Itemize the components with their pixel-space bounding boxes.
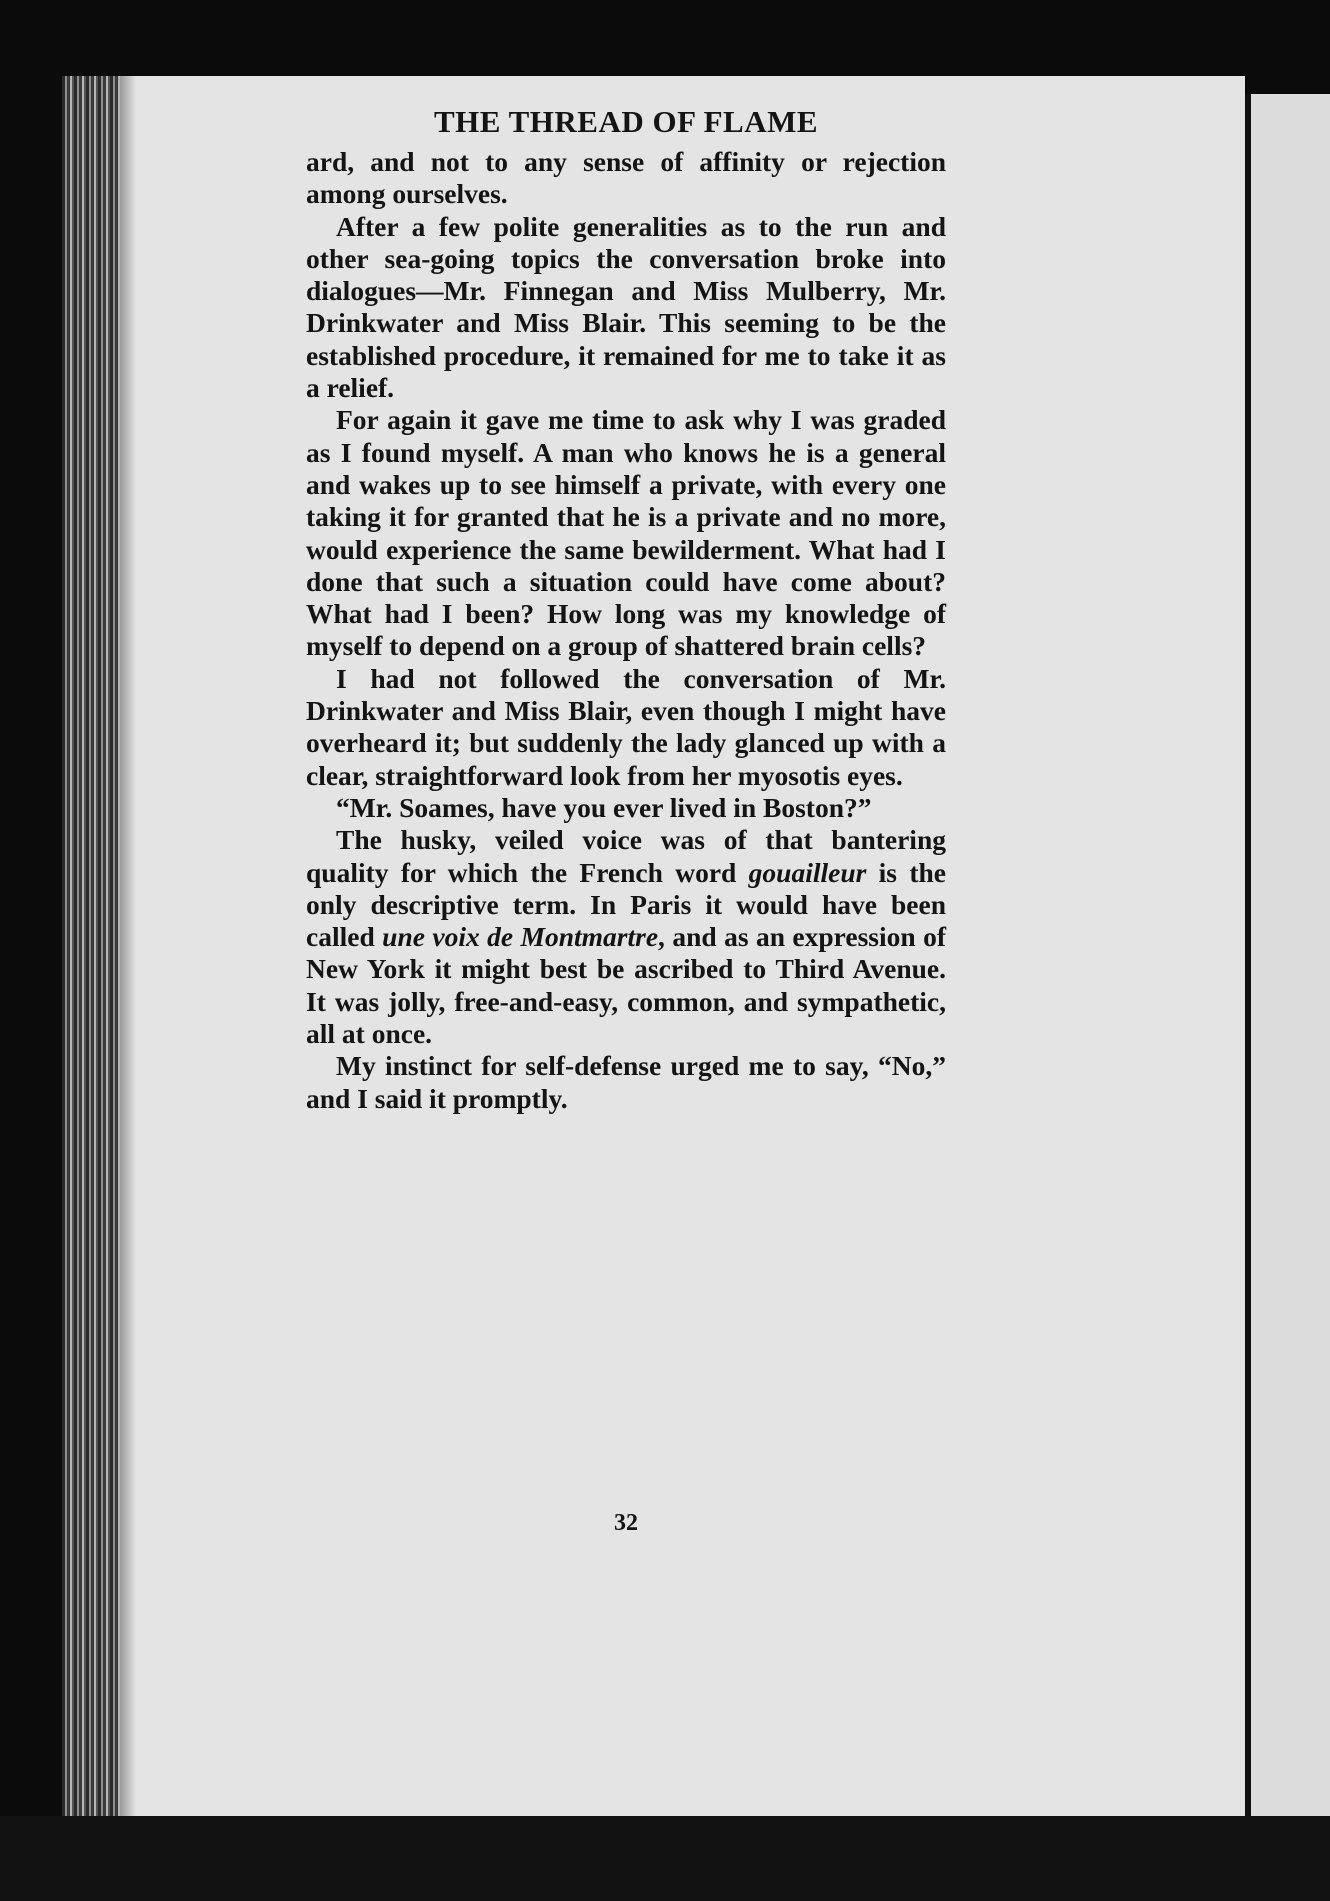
page-number: 32	[614, 1510, 638, 1536]
book-binding	[62, 76, 120, 1816]
paragraph: After a few polite generalities as to the run and other sea-going topics the conversation broke into dialogues—Mr. Finnegan and Miss Mulberry, Mr. Drinkwater and Miss Blair. This seeming to be the established procedure, it remained for me to take it as a relief.	[306, 210, 946, 404]
italic-term: gouailleur	[748, 856, 867, 888]
paragraph: “Mr. Soames, have you ever lived in Boston?”	[336, 791, 872, 823]
body-text	[306, 146, 946, 1115]
text-run: is the only descriptive term. In Paris it would have been called	[306, 856, 946, 953]
paragraph: ard, and not to any sense of affinity or rejection among ourselves.	[306, 146, 946, 210]
running-head: THE THREAD OF FLAME	[433, 104, 819, 139]
paragraph	[306, 824, 946, 1050]
italic-term: une voix de Montmartre	[382, 921, 659, 953]
text-run: The husky, veiled voice was of that bantering quality for which the French word	[306, 824, 946, 888]
paragraph: My instinct for self-defense urged me to say, “No,” and I said it promptly.	[306, 1050, 946, 1114]
paragraph: For again it gave me time to ask why I was graded as I found myself. A man who knows he is a general and wakes up to see himself a private, with every one taking it for granted that he is a private and no more, would experience the same bewilderment. What had I done that such a situation could have come about? What had I been? How long was my knowledge of myself to depend on a group of shattered brain cells?	[306, 404, 946, 662]
scan-border	[0, 1816, 1330, 1901]
paragraph: I had not followed the conversation of Mr. Drinkwater and Miss Blair, even though I might have overheard it; but suddenly the lady glanced up with a clear, straightforward look from her myosotis eyes.	[306, 662, 946, 791]
facing-page-edge	[1245, 94, 1330, 1816]
text-run: , and as an expression of New York it might best be ascribed to Third Avenue. It was jolly, free-and-easy, common, and sympathetic, all at once.	[306, 921, 946, 1050]
